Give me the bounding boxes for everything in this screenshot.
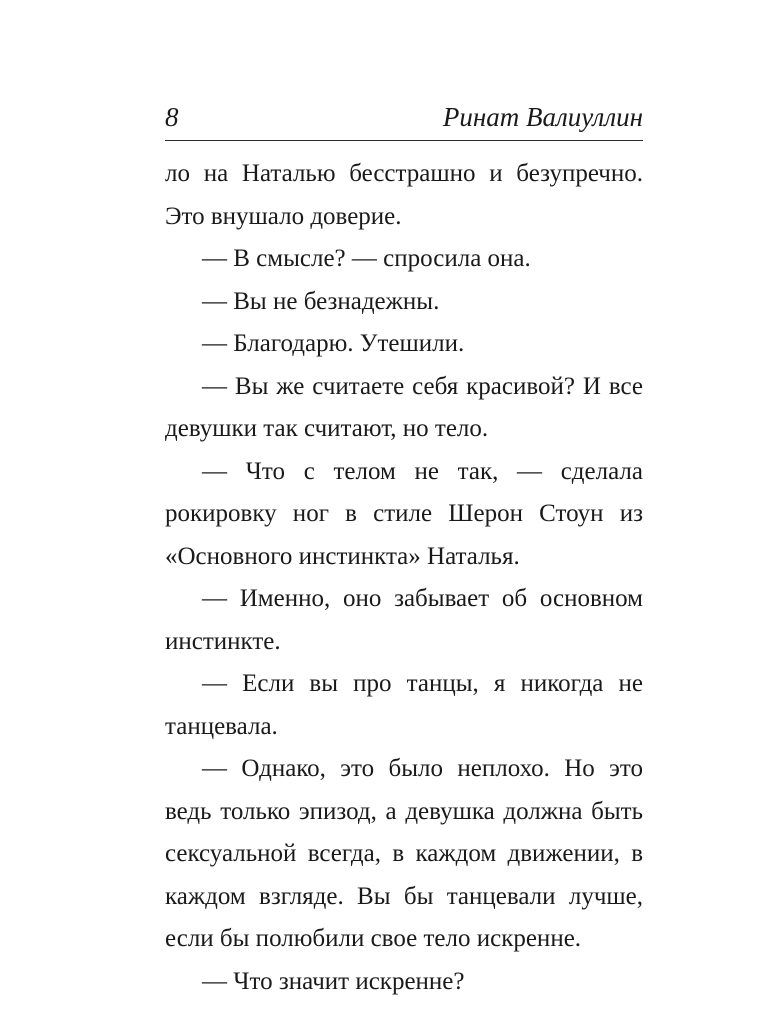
paragraph: — Вы же считаете себя красивой? И все девушки так считают, но тело. <box>165 372 643 442</box>
paragraph: — Именно, оно забывает об основном инстинкте. <box>165 585 643 655</box>
paragraph: ло на Наталью бесстрашно и безупречно. Это внушало доверие. <box>165 160 643 230</box>
paragraph: — Что с телом не так, — сделала рокировку ног в стиле Шерон Стоун из «Основного инстинкта» Наталья. <box>165 457 643 570</box>
paragraph: — Однако, это было неплохо. Но это ведь только эпизод, а девушка должна быть сексуальной всегда, в каждом движении, в каждом взгляде. Вы бы танцевали лучше, если бы полюбили свое тело искренне. <box>165 755 643 952</box>
paragraph: — Благодарю. Утешили. <box>202 330 465 357</box>
page-header <box>165 98 643 136</box>
paragraph: — Если вы про танцы, я никогда не танцевала. <box>165 670 643 740</box>
running-head-author: Ринат Валиуллин <box>442 102 643 132</box>
header-rule <box>165 140 643 141</box>
paragraph: — Что значит искренне? <box>202 967 465 995</box>
paragraph: — Вы не безнадежны. <box>202 287 440 315</box>
page-number: 8 <box>165 102 179 132</box>
body-text <box>165 153 643 1003</box>
paragraph: — В смысле? — спросила она. <box>202 245 531 272</box>
